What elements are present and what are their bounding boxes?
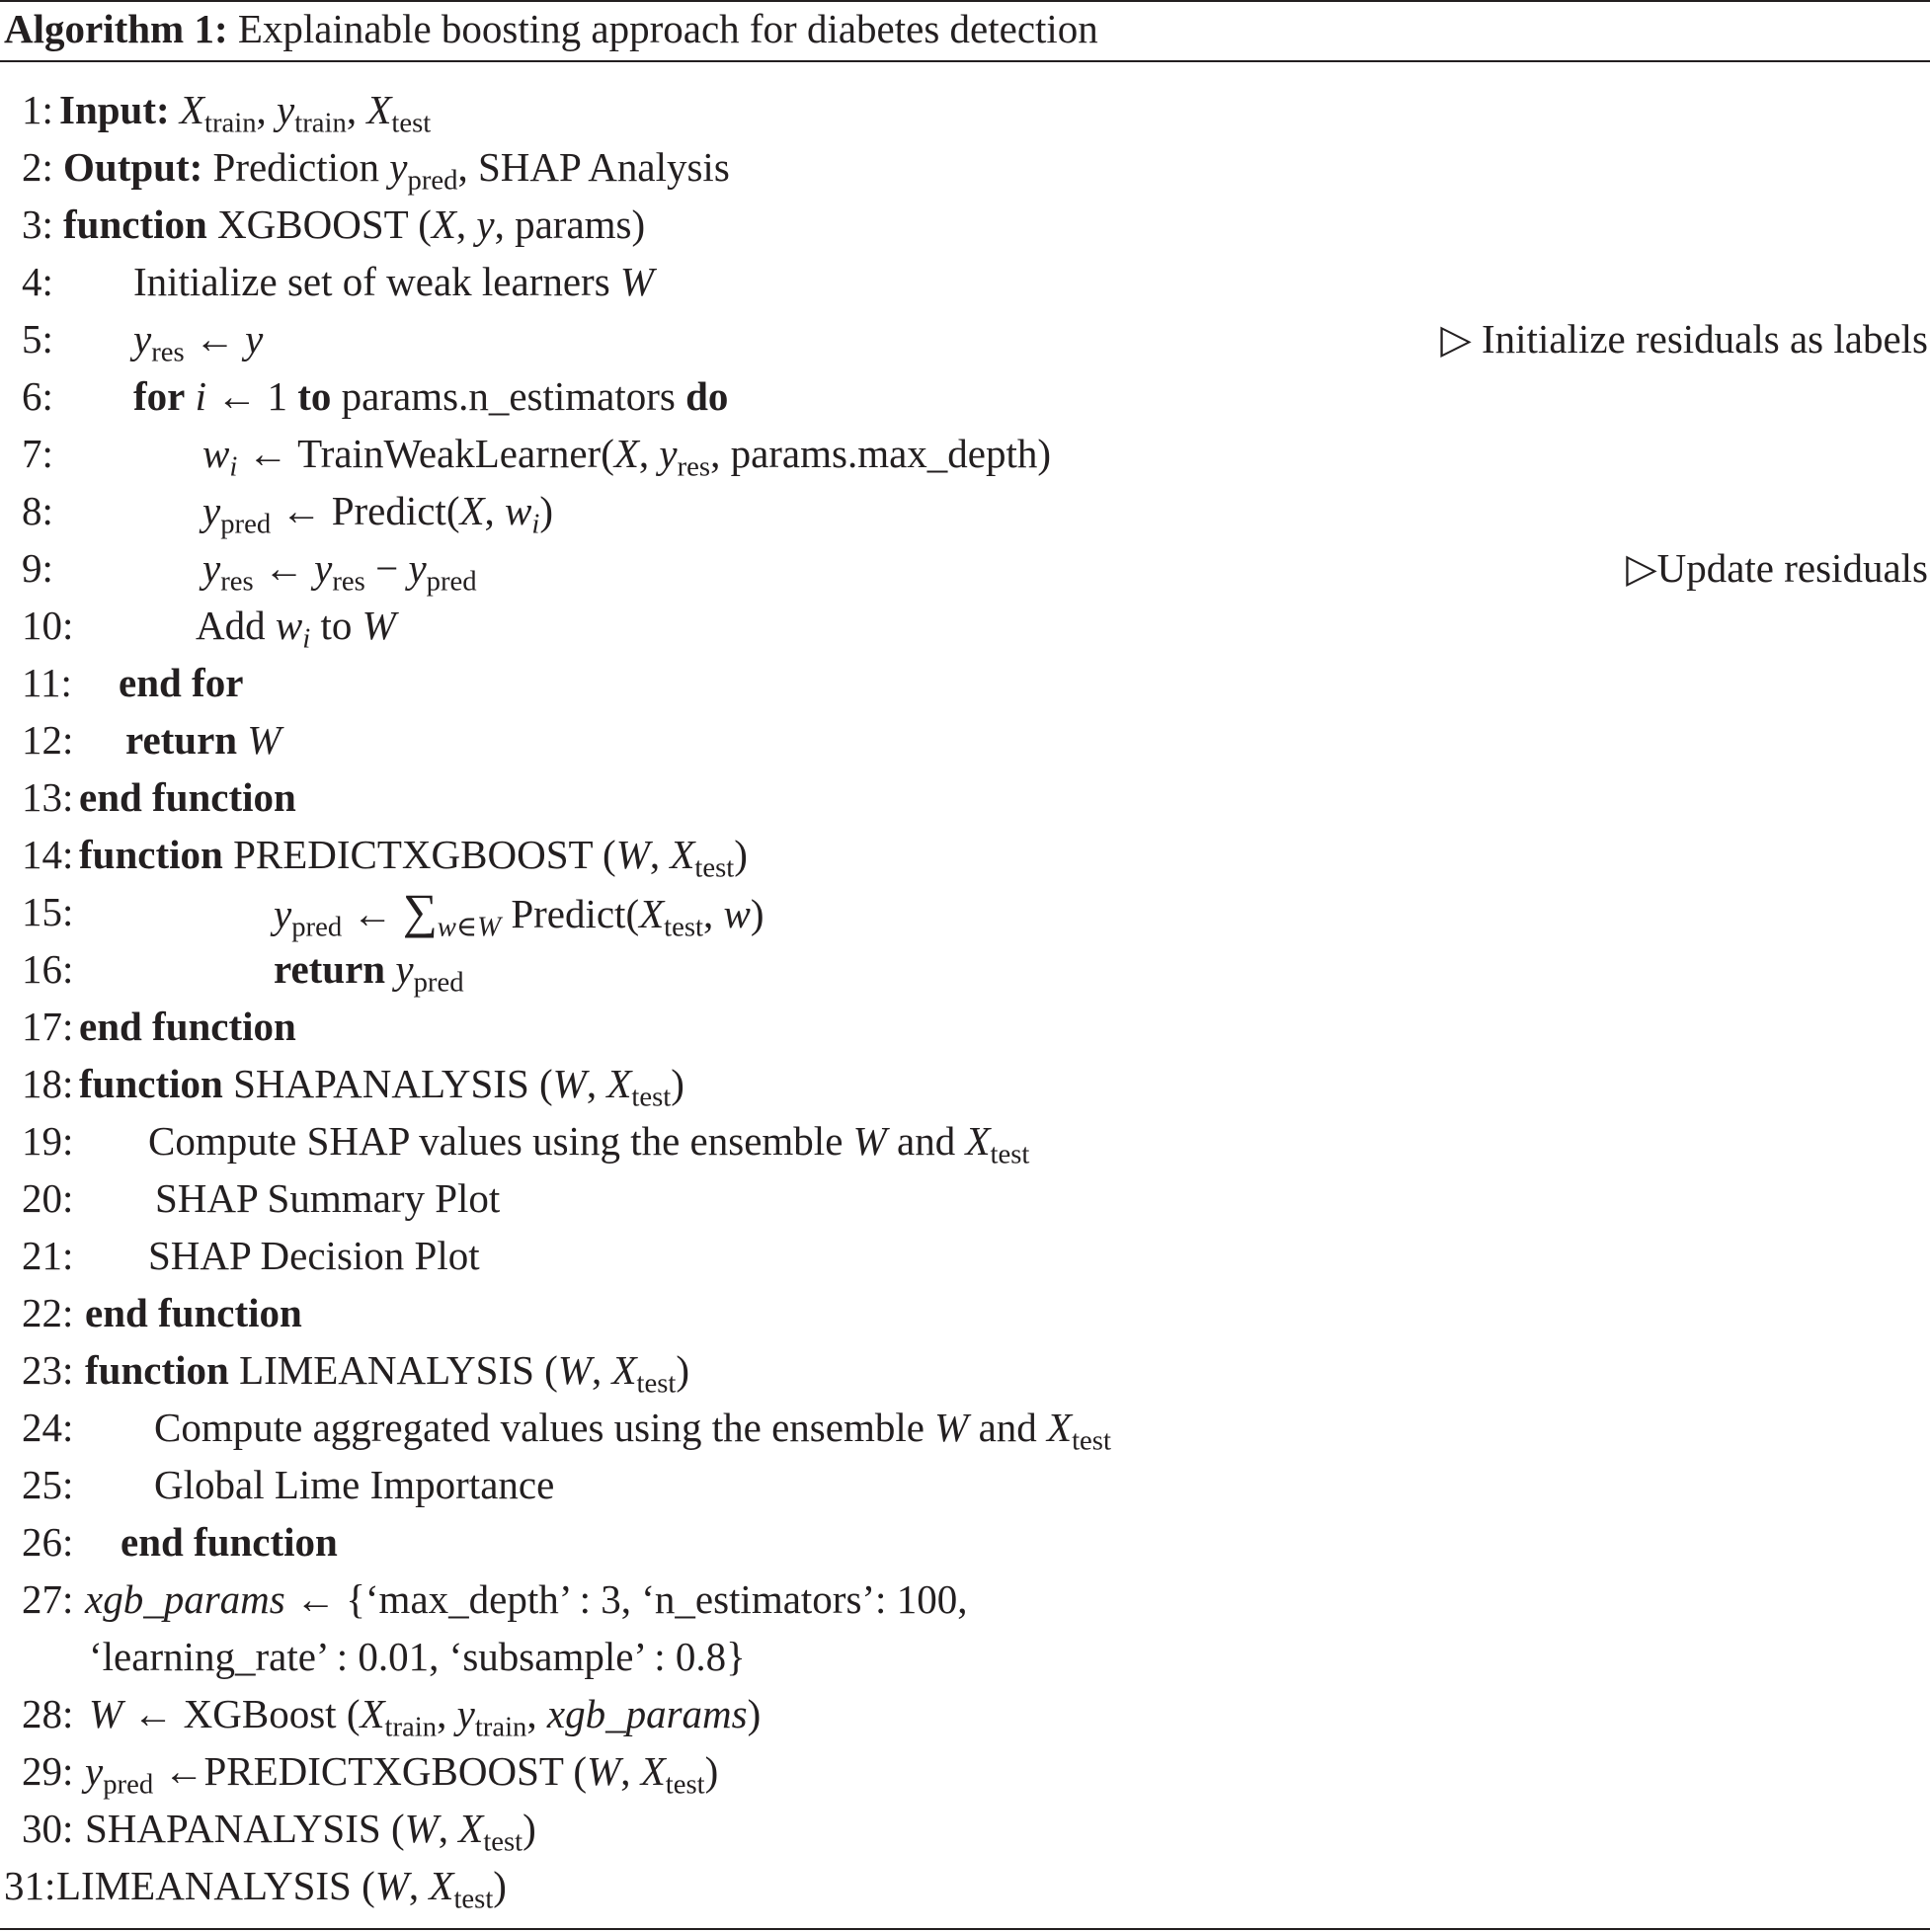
algorithm-line (0, 1800, 1930, 1857)
algorithm-line (0, 196, 1930, 253)
line-code: SHAP Summary Plot (155, 1175, 501, 1221)
algorithm-line (0, 539, 1930, 597)
line-code: end function (79, 1004, 296, 1049)
line-code: $y_{res}$ ← y (133, 316, 264, 368)
line-number: 6: (22, 373, 53, 419)
algorithm-line (0, 1456, 1930, 1513)
line-number: 28: (22, 1691, 74, 1736)
line-number: 20: (22, 1175, 74, 1221)
algorithm-title (4, 2, 1098, 55)
line-number: 7: (22, 431, 53, 476)
algorithm-line (0, 1685, 1930, 1742)
line-number: 1: (22, 87, 53, 132)
line-number: 5: (22, 316, 53, 362)
algorithm-line (0, 1227, 1930, 1284)
line-code: function SHAPANALYSIS (W, $X_{test}$) (79, 1061, 684, 1113)
algorithm-title-text: Explainable boosting approach for diabetes detection (237, 6, 1098, 51)
line-number: 27: (22, 1576, 74, 1622)
algorithm-line (0, 310, 1930, 367)
line-number: 10: (22, 603, 74, 648)
line-number: 31: (4, 1863, 56, 1908)
line-code: $y_{pred}$ ←PREDICTXGBOOST (W, $X_{test}$) (85, 1748, 719, 1801)
algorithm-line (0, 1570, 1930, 1628)
line-code: Output: Prediction $y_{pred}$, SHAP Analysis (63, 144, 730, 197)
line-number: 2: (22, 144, 53, 190)
algorithm-line (0, 138, 1930, 196)
algorithm-line (0, 768, 1930, 826)
algorithm-line (0, 1628, 1930, 1685)
algorithm-line (0, 1513, 1930, 1570)
line-comment: ▷ Initialize residuals as labels (1440, 316, 1928, 362)
algorithm-line (0, 1399, 1930, 1456)
line-code: Input: $X_{train}$, $y_{train}$, $X_{test}$ (59, 87, 432, 139)
line-code: Initialize set of weak learners W (133, 259, 655, 304)
line-code: ‘learning_rate’ : 0.01, ‘subsample’ : 0.8} (89, 1634, 746, 1679)
line-code: return W (125, 717, 281, 763)
algorithm-line (0, 654, 1930, 711)
line-number: 17: (22, 1004, 74, 1049)
line-code: $y_{res}$ ← $y_{res} - y_{pred}$ (202, 545, 477, 598)
line-code: function LIMEANALYSIS (W, $X_{test}$) (85, 1347, 690, 1400)
line-number: 18: (22, 1061, 74, 1106)
line-number: 23: (22, 1347, 74, 1393)
line-number: 29: (22, 1748, 74, 1794)
line-number: 24: (22, 1405, 74, 1450)
algorithm-line (0, 1742, 1930, 1800)
line-code: LIMEANALYSIS (W, $X_{test}$) (56, 1863, 507, 1915)
line-number: 22: (22, 1290, 74, 1335)
line-code: function XGBOOST (X, y, params) (63, 201, 646, 247)
algorithm-line (0, 940, 1930, 998)
line-number: 25: (22, 1462, 74, 1507)
line-number: 14: (22, 832, 74, 877)
algorithm-line (0, 253, 1930, 310)
algorithm-line (0, 1169, 1930, 1227)
line-number: 21: (22, 1233, 74, 1278)
algorithm-line (0, 1112, 1930, 1169)
line-code: end function (121, 1519, 338, 1565)
line-code: for i ← 1 to params.n_estimators do (133, 373, 729, 419)
algorithm-line (0, 998, 1930, 1055)
line-code: xgb_params ← {‘max_depth’ : 3, ‘n_estimators’: 100, (85, 1576, 968, 1622)
line-code: SHAP Decision Plot (148, 1233, 480, 1278)
algorithm-line (0, 597, 1930, 654)
algorithm-title-label: Algorithm 1: (4, 6, 228, 51)
algorithm-line (0, 482, 1930, 539)
line-code: W ← XGBoost ($X_{train}$, $y_{train}$, xgb_params) (89, 1691, 762, 1743)
line-code: $y_{pred}$ ← Predict(X, $w_i$) (202, 488, 554, 540)
line-code: $y_{pred}$ ← $\sum_{w\in W}$ $Predict(X_{test}$, w) (274, 884, 764, 943)
line-code: SHAPANALYSIS (W, $X_{test}$) (85, 1806, 536, 1858)
algorithm-line (0, 1055, 1930, 1112)
line-number: 19: (22, 1118, 74, 1164)
line-number: 12: (22, 717, 74, 763)
bottom-rule (0, 1928, 1930, 1930)
line-number: 11: (22, 660, 72, 705)
line-code: Add $w_i$ to W (196, 603, 396, 655)
line-number: 4: (22, 259, 53, 304)
line-code: Compute SHAP values using the ensemble W and $X_{test}$ (148, 1118, 1030, 1170)
line-number: 26: (22, 1519, 74, 1565)
algorithm-line (0, 425, 1930, 482)
algorithm-line (0, 1857, 1930, 1914)
algorithm-line (0, 1341, 1930, 1399)
line-code: Global Lime Importance (154, 1462, 555, 1507)
line-code: function PREDICTXGBOOST (W, $X_{test}$) (79, 832, 748, 884)
line-comment: ▷Update residuals (1626, 545, 1928, 591)
line-code: return $y_{pred}$ (274, 946, 464, 999)
line-number: 30: (22, 1806, 74, 1851)
line-number: 13: (22, 774, 74, 820)
algorithm-line (0, 883, 1930, 943)
line-code: end for (119, 660, 244, 705)
line-number: 3: (22, 201, 53, 247)
line-number: 9: (22, 545, 53, 591)
line-code: end function (79, 774, 296, 820)
algorithm-line (0, 711, 1930, 768)
algorithm-line (0, 81, 1930, 138)
line-number: 15: (22, 889, 74, 934)
algorithm-line (0, 367, 1930, 425)
algorithm-line (0, 1284, 1930, 1341)
line-code: Compute aggregated values using the ensemble W and $X_{test}$ (154, 1405, 1111, 1457)
line-code: $w_i$ ← TrainWeakLearner(X, $y_{res}$, params.max_depth) (202, 431, 1052, 483)
line-number: 8: (22, 488, 53, 533)
line-code: end function (85, 1290, 302, 1335)
line-number: 16: (22, 946, 74, 992)
algorithm-line (0, 826, 1930, 883)
title-rule (0, 60, 1930, 62)
